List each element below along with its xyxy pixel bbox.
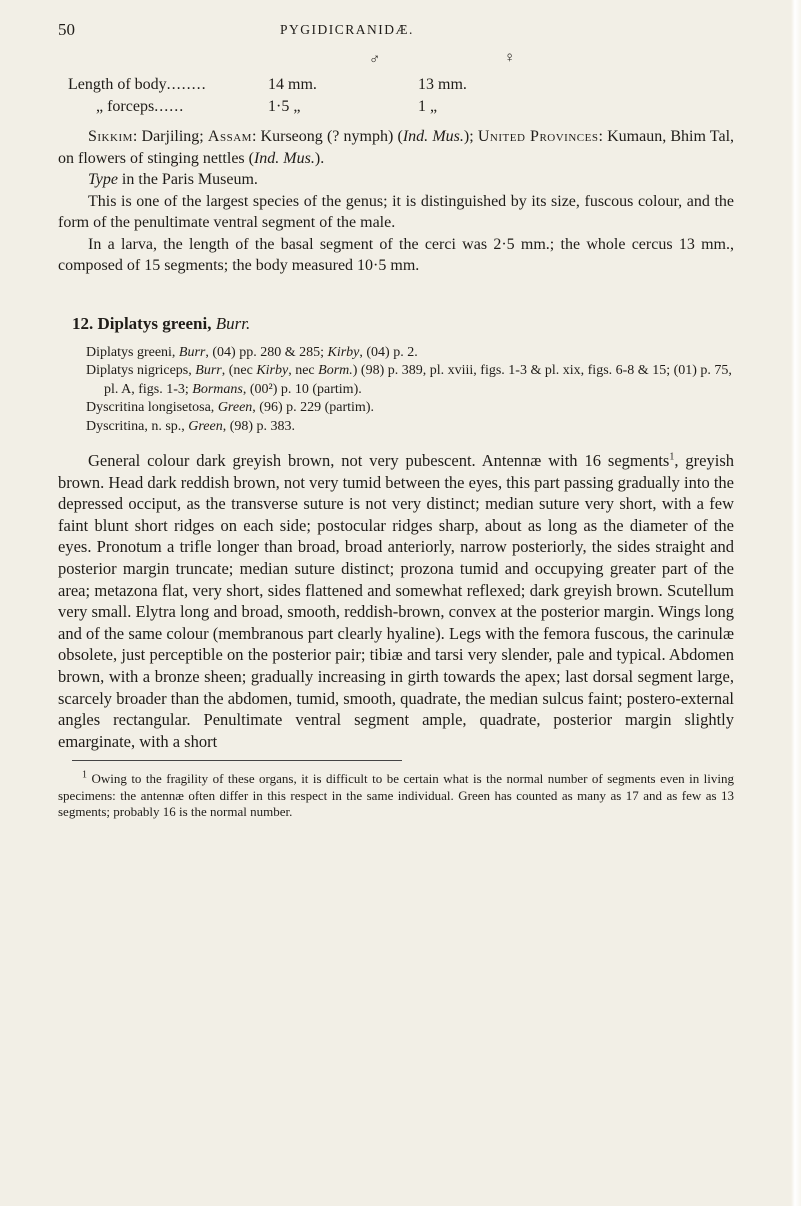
page-number: 50 <box>58 20 75 39</box>
page-header <box>58 16 734 46</box>
localities-paragraph: Sikkim: Darjiling; Assam: Kurseong (? nymph) (Ind. Mus.); United Provinces: Kumaun, Bhim Tal, on flowers of stinging nettles (Ind. Mus.). <box>58 128 735 167</box>
footnote: $^1$ Owing to the fragility of these organs, it is difficult to be certain what is the normal number of segments even in living specimens: the antennæ often differ in this respect in the same individual. Green has counted as many as 17 and as few as 13 segments; probably 16 is the normal number. <box>58 769 734 820</box>
description-paragraph: General colour dark greyish brown, not very pubescent. Antennæ with 16 segments$^1$, greyish brown. Head dark reddish brown, not very tumid between the eyes, this part passing gradually into the depressed occiput, as the transverse suture is not very distinct; median suture very short, with a few faint blunt short ridges on each side; postocular ridges sharp, about as long as the diameter of the eyes. Pronotum a trifle longer than broad, broad anteriorly, narrow posteriorly, the sides straight and posterior margin truncate; median suture distinct; prozona tumid and occupying greater part of the area; metazona flat, very short, sides flattened and somewhat reflexed; dark greyish brown. Scutellum very small. Elytra long and broad, smooth, reddish-brown, convex at the posterior margin. Wings long and of the same colour (membranous part clearly hyaline). Legs with the femora fuscous, the carinulæ obsolete, just perceptible on the posterior pair; tibiæ and tarsi very slender, pale and typical. Abdomen brown, with a bronze sheen; gradually increasing in girth towards the apex; last dorsal segment large, scarcely broader than the abdomen, tumid, smooth, quadrate, the median sulcus faint; postero-external angles rectangular. Penultimate ventral segment ample, quadrate, posterior margin slightly emarginate, with a short <box>58 451 734 751</box>
synonymy-list <box>58 344 734 437</box>
larva-paragraph: In a larva, the length of the basal segment of the cerci was 2·5 mm.; the whole cercus 13 mm., composed of 15 segments; the body measured 10·5 mm. <box>58 235 734 274</box>
measurement-label: „ forceps...... <box>96 98 185 115</box>
type-line: Type in the Paris Museum. <box>88 171 258 188</box>
synonymy-entry: Dyscritina longisetosa, Green, (96) p. 229 (partim). <box>86 400 374 415</box>
book-page <box>58 16 734 821</box>
distinguishing-paragraph: This is one of the largest species of the genus; it is distinguished by its size, fuscous colour, and the form of the penultimate ventral segment of the male. <box>58 192 734 231</box>
measurement-male: 1·5 „ <box>268 98 301 115</box>
synonymy-entry: Diplatys greeni, Burr, (04) pp. 280 & 285; Kirby, (04) p. 2. <box>86 344 418 360</box>
species-heading: 12. Diplatys greeni, Burr. <box>72 313 251 333</box>
measurement-row <box>68 76 568 98</box>
male-symbol: ♂ <box>369 52 381 68</box>
female-symbol: ♀ <box>504 50 516 66</box>
measurement-table <box>68 76 568 120</box>
measurement-male: 14 mm. <box>268 76 317 93</box>
measurement-female: 13 mm. <box>418 76 467 93</box>
footnote-ref: 1 <box>669 451 675 463</box>
measurement-row <box>68 98 568 120</box>
page-edge <box>791 0 801 1206</box>
footnote-divider <box>72 760 402 761</box>
sex-symbols-row <box>58 50 734 76</box>
running-title: PYGIDICRANIDÆ. <box>280 22 414 37</box>
measurement-female: 1 „ <box>418 98 438 115</box>
species-author: Burr. <box>215 313 251 333</box>
synonymy-entry: Diplatys nigriceps, Burr, (nec Kirby, nec Borm.) (98) p. 389, pl. xviii, figs. 1-3 & pl. xix, figs. 6-8 & 15; (01) p. 75, pl. A, figs. 1-3; Bormans, (00²) p. 10 (partim). <box>86 363 732 397</box>
measurement-label: Length of body........ <box>68 76 207 93</box>
species-name: Diplatys greeni, <box>97 313 212 333</box>
synonymy-entry: Dyscritina, n. sp., Green, (98) p. 383. <box>86 418 296 434</box>
